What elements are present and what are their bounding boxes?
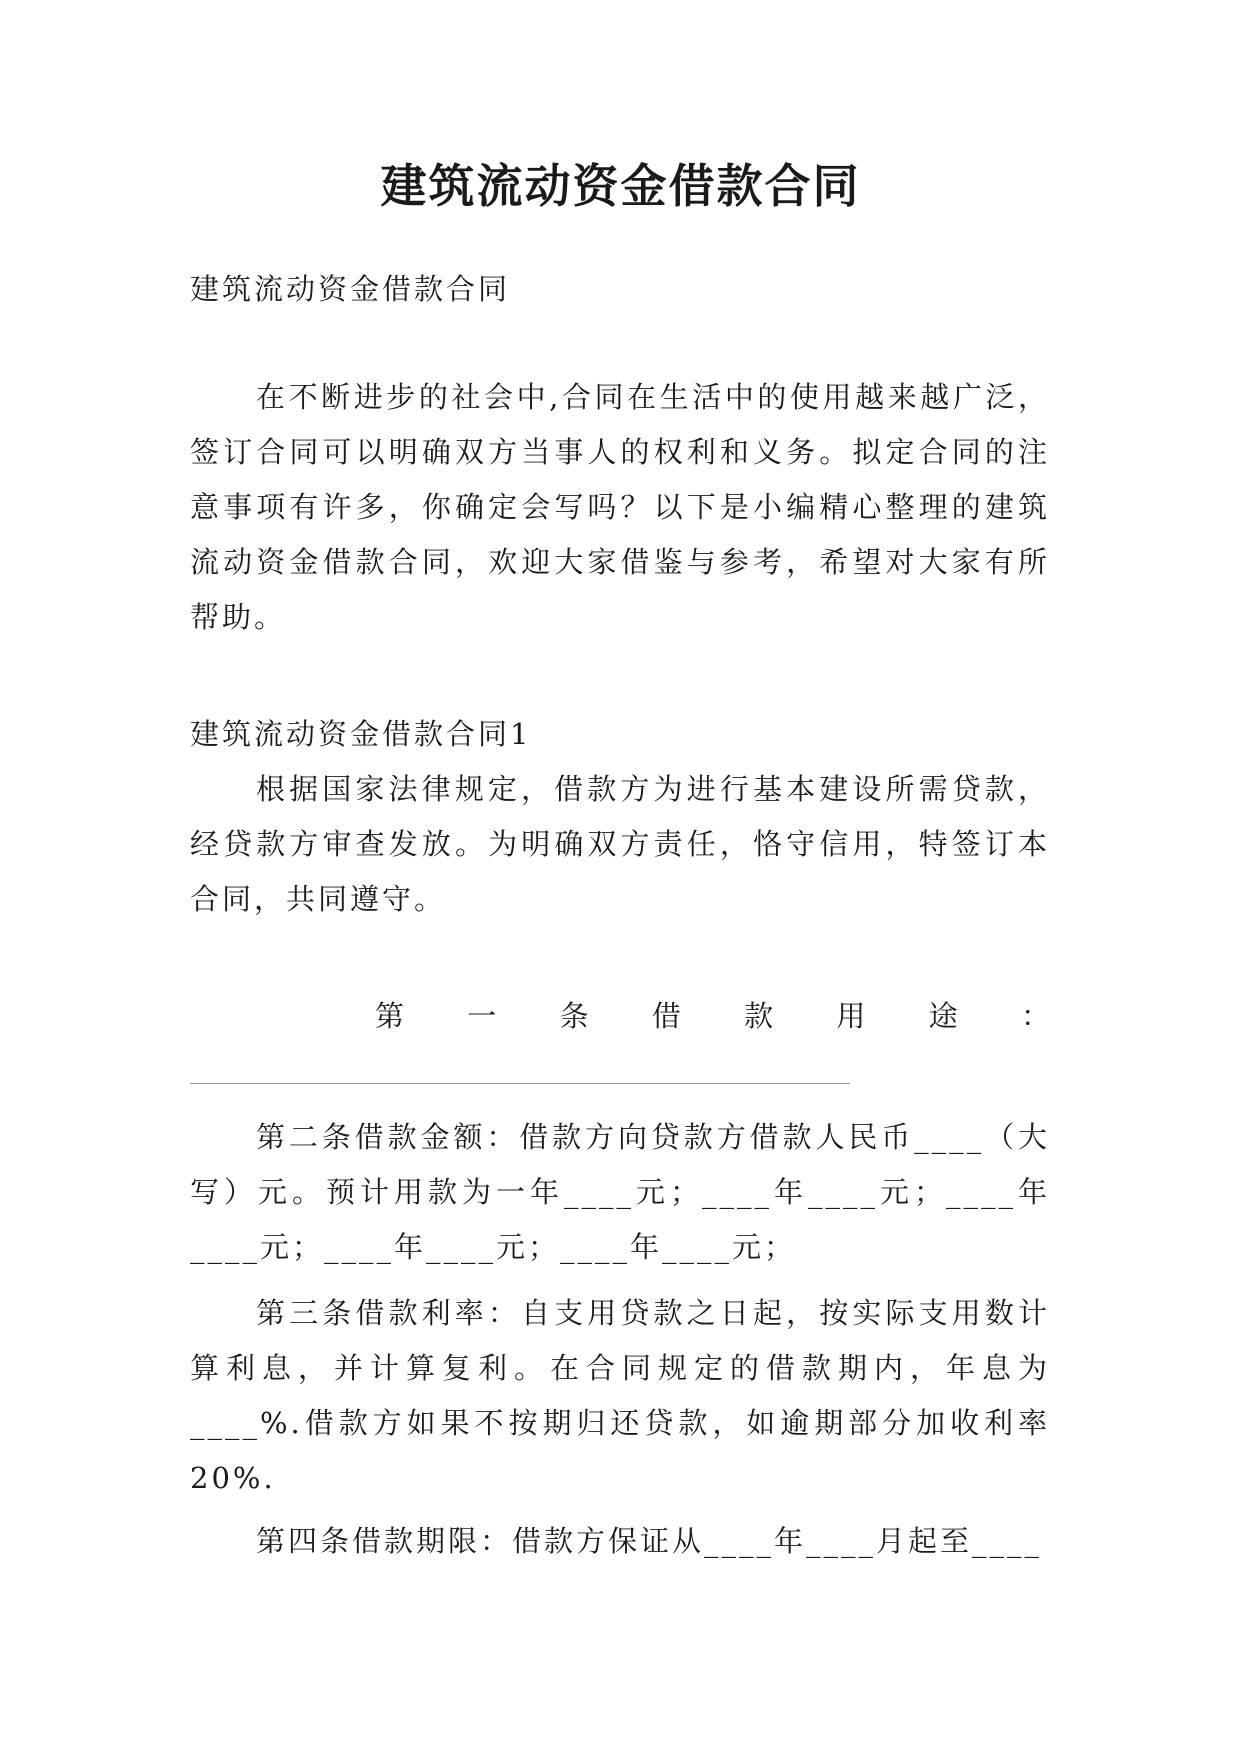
- section-heading: 建筑流动资金借款合同1: [190, 717, 532, 751]
- preamble-paragraph: 根据国家法律规定，借款方为进行基本建设所需贷款，经贷款方审查发放。为明确双方责任，恪守信用，特签订本合同，共同遵守。: [190, 772, 1050, 916]
- article-four-paragraph: 第四条借款期限：借款方保证从____年____月起至____: [256, 1524, 1043, 1558]
- article-one-char: 途: [928, 999, 958, 1033]
- article-one-char: 借: [651, 999, 681, 1033]
- article-one-char: 一: [467, 999, 497, 1033]
- article-one-heading: [190, 996, 1050, 1036]
- article-one-char: ：: [1020, 999, 1050, 1033]
- article-two-paragraph: 第二条借款金额：借款方向贷款方借款人民币____（大写）元。预计用款为一年____元；____年____元；____年____元；____年____元；____年____元；: [190, 1120, 1050, 1264]
- document-subtitle: 建筑流动资金借款合同: [190, 272, 511, 306]
- article-one-char: 条: [559, 999, 589, 1033]
- article-one-char: 款: [744, 999, 774, 1033]
- intro-paragraph: 在不断进步的社会中,合同在生活中的使用越来越广泛，签订合同可以明确双方当事人的权利和义务。拟定合同的注意事项有许多，你确定会写吗？以下是小编精心整理的建筑流动资金借款合同，欢迎大家借鉴与参考，希望对大家有所帮助。: [190, 380, 1050, 634]
- article-one-char: 第: [375, 999, 405, 1033]
- blank-fill-line: [190, 1083, 850, 1084]
- article-three-paragraph: 第三条借款利率：自支用贷款之日起，按实际支用数计算利息，并计算复利。在合同规定的借款期内，年息为____%.借款方如果不按期归还贷款，如逾期部分加收利率20%.: [190, 1296, 1050, 1495]
- document-title: 建筑流动资金借款合同: [380, 159, 861, 213]
- article-one-char: 用: [836, 999, 866, 1033]
